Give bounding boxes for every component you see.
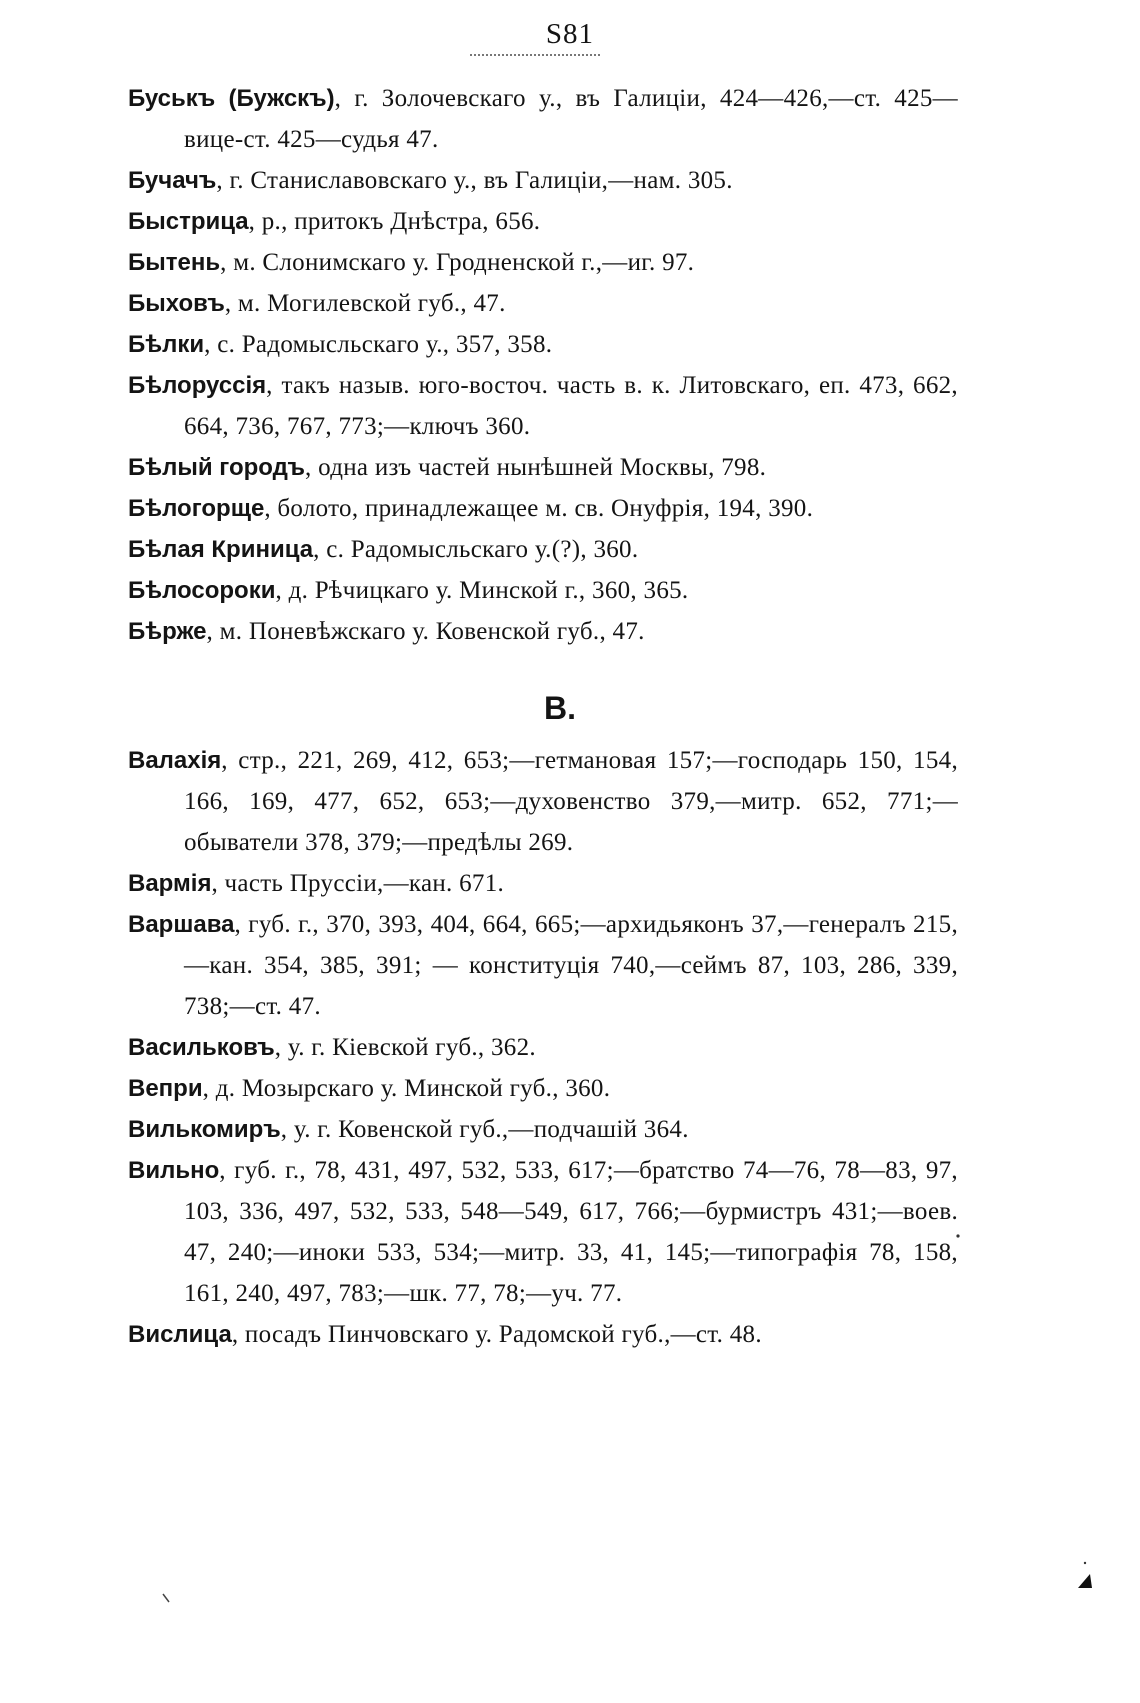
- index-entry: [128, 78, 958, 160]
- index-entries-b: [128, 78, 958, 652]
- scan-speck-mark: [955, 1233, 961, 1239]
- index-entry: [128, 863, 958, 904]
- index-entry: [128, 201, 958, 242]
- entry-headword: Бѣрже: [128, 618, 207, 645]
- entry-text: , г. Станиславовскаго у., въ Галиціи,—нам. 305.: [216, 167, 733, 194]
- index-entry: [128, 447, 958, 488]
- page-number: S81: [545, 18, 595, 50]
- entry-headword: Бытень: [128, 249, 221, 276]
- entry-text: , посадъ Пинчовскаго у. Радомской губ.,—ст. 48.: [231, 1321, 762, 1348]
- entry-text: , р., притокъ Днѣстра, 656.: [248, 208, 541, 235]
- entry-headword: Бѣлки: [128, 331, 205, 358]
- index-entry: [128, 242, 958, 283]
- entry-text: , м. Поневѣжскаго у. Ковенской губ., 47.: [206, 618, 645, 645]
- entry-text: , у. г. Кіевской губ., 362.: [274, 1034, 536, 1061]
- index-entry: [128, 570, 958, 611]
- entry-headword: Вармія: [128, 870, 212, 897]
- index-entry: [128, 324, 958, 365]
- entry-text: , с. Радомысльскаго у.(?), 360.: [313, 536, 639, 563]
- index-entry: [128, 904, 958, 1027]
- index-entry: [128, 740, 958, 863]
- entry-headword: Буськъ (Бужскъ): [128, 85, 335, 112]
- entry-headword: Вилькомиръ: [128, 1116, 281, 1143]
- entry-text: , такъ назыв. юго-восточ. часть в. к. Литовскаго, еп. 473, 662, 664, 736, 767, 773;—ключъ 360.: [184, 372, 958, 440]
- index-entry: [128, 365, 958, 447]
- entry-headword: Бѣлый городъ: [128, 454, 306, 481]
- index-entries-v: [128, 740, 958, 1355]
- entry-text: , одна изъ частей нынѣшней Москвы, 798.: [305, 454, 767, 481]
- index-entry: [128, 1068, 958, 1109]
- index-entry: [128, 1027, 958, 1068]
- entry-headword: Бѣлосороки: [128, 577, 276, 604]
- index-entry: [128, 488, 958, 529]
- header-dotted-rule: [470, 50, 600, 56]
- entry-text: , губ. г., 78, 431, 497, 532, 533, 617;—братство 74—76, 78—83, 97, 103, 336, 497, 532, 533, 548—549, 617, 766;—бурмистръ 431;—воев. 47, 240;—иноки 533, 534;—митр. 33, 41, 145;—типографія 78, 158, 161, 240, 497, 783;—шк. 77, 78;—уч. 77.: [184, 1157, 958, 1307]
- entry-text: , у. г. Ковенской губ.,—подчашій 364.: [280, 1116, 689, 1143]
- entry-text: , стр., 221, 269, 412, 653;—гетмановая 157;—господарь 150, 154, 166, 169, 477, 652, 653;—духовенство 379,—митр. 652, 771;—обыватели 378, 379;—предѣлы 269.: [184, 747, 958, 856]
- entry-text: , д. Рѣчицкаго у. Минской г., 360, 365.: [275, 577, 689, 604]
- entry-headword: Вислица: [128, 1321, 232, 1348]
- index-entry: [128, 283, 958, 324]
- index-entry: [128, 1109, 958, 1150]
- entry-text: , болото, принадлежащее м. св. Онуфрія, 194, 390.: [264, 495, 814, 522]
- index-entry: [128, 1314, 958, 1355]
- entry-text: , м. Могилевской губ., 47.: [224, 290, 506, 317]
- index-entry: [128, 1150, 958, 1314]
- entry-text: , м. Слонимскаго у. Гродненской г.,—иг. 97.: [220, 249, 695, 276]
- scan-speck-mark: [162, 1593, 172, 1605]
- index-entry: [128, 529, 958, 570]
- entry-headword: Вепри: [128, 1075, 203, 1102]
- entry-text: , губ. г., 370, 393, 404, 664, 665;—архидьяконъ 37,—генералъ 215,—кан. 354, 385, 391; — конституція 740,—сеймъ 87, 103, 286, 339, 738;—ст. 47.: [184, 911, 958, 1020]
- entry-text: , часть Пруссіи,—кан. 671.: [211, 870, 505, 897]
- entry-headword: Валахія: [128, 747, 222, 774]
- scan-speck-mark: [1076, 1560, 1106, 1590]
- entry-headword: Быховъ: [128, 290, 225, 317]
- section-letter-heading: В.: [544, 690, 576, 726]
- entry-headword: Бѣлоруссія: [128, 372, 267, 399]
- index-entry: [128, 160, 958, 201]
- entry-headword: Бѣлогорще: [128, 495, 265, 522]
- entry-text: , г. Золочевскаго у., въ Галиціи, 424—426,—ст. 425—вице-ст. 425—судья 47.: [184, 85, 958, 153]
- entry-headword: Вильно: [128, 1157, 220, 1184]
- entry-headword: Васильковъ: [128, 1034, 275, 1061]
- entry-headword: Бѣлая Криница: [128, 536, 314, 563]
- entry-headword: Быстрица: [128, 208, 249, 235]
- index-entry: [128, 611, 958, 652]
- entry-text: , д. Мозырскаго у. Минской губ., 360.: [202, 1075, 611, 1102]
- entry-text: , с. Радомысльскаго у., 357, 358.: [204, 331, 553, 358]
- entry-headword: Варшава: [128, 911, 235, 938]
- entry-headword: Бучачъ: [128, 167, 217, 194]
